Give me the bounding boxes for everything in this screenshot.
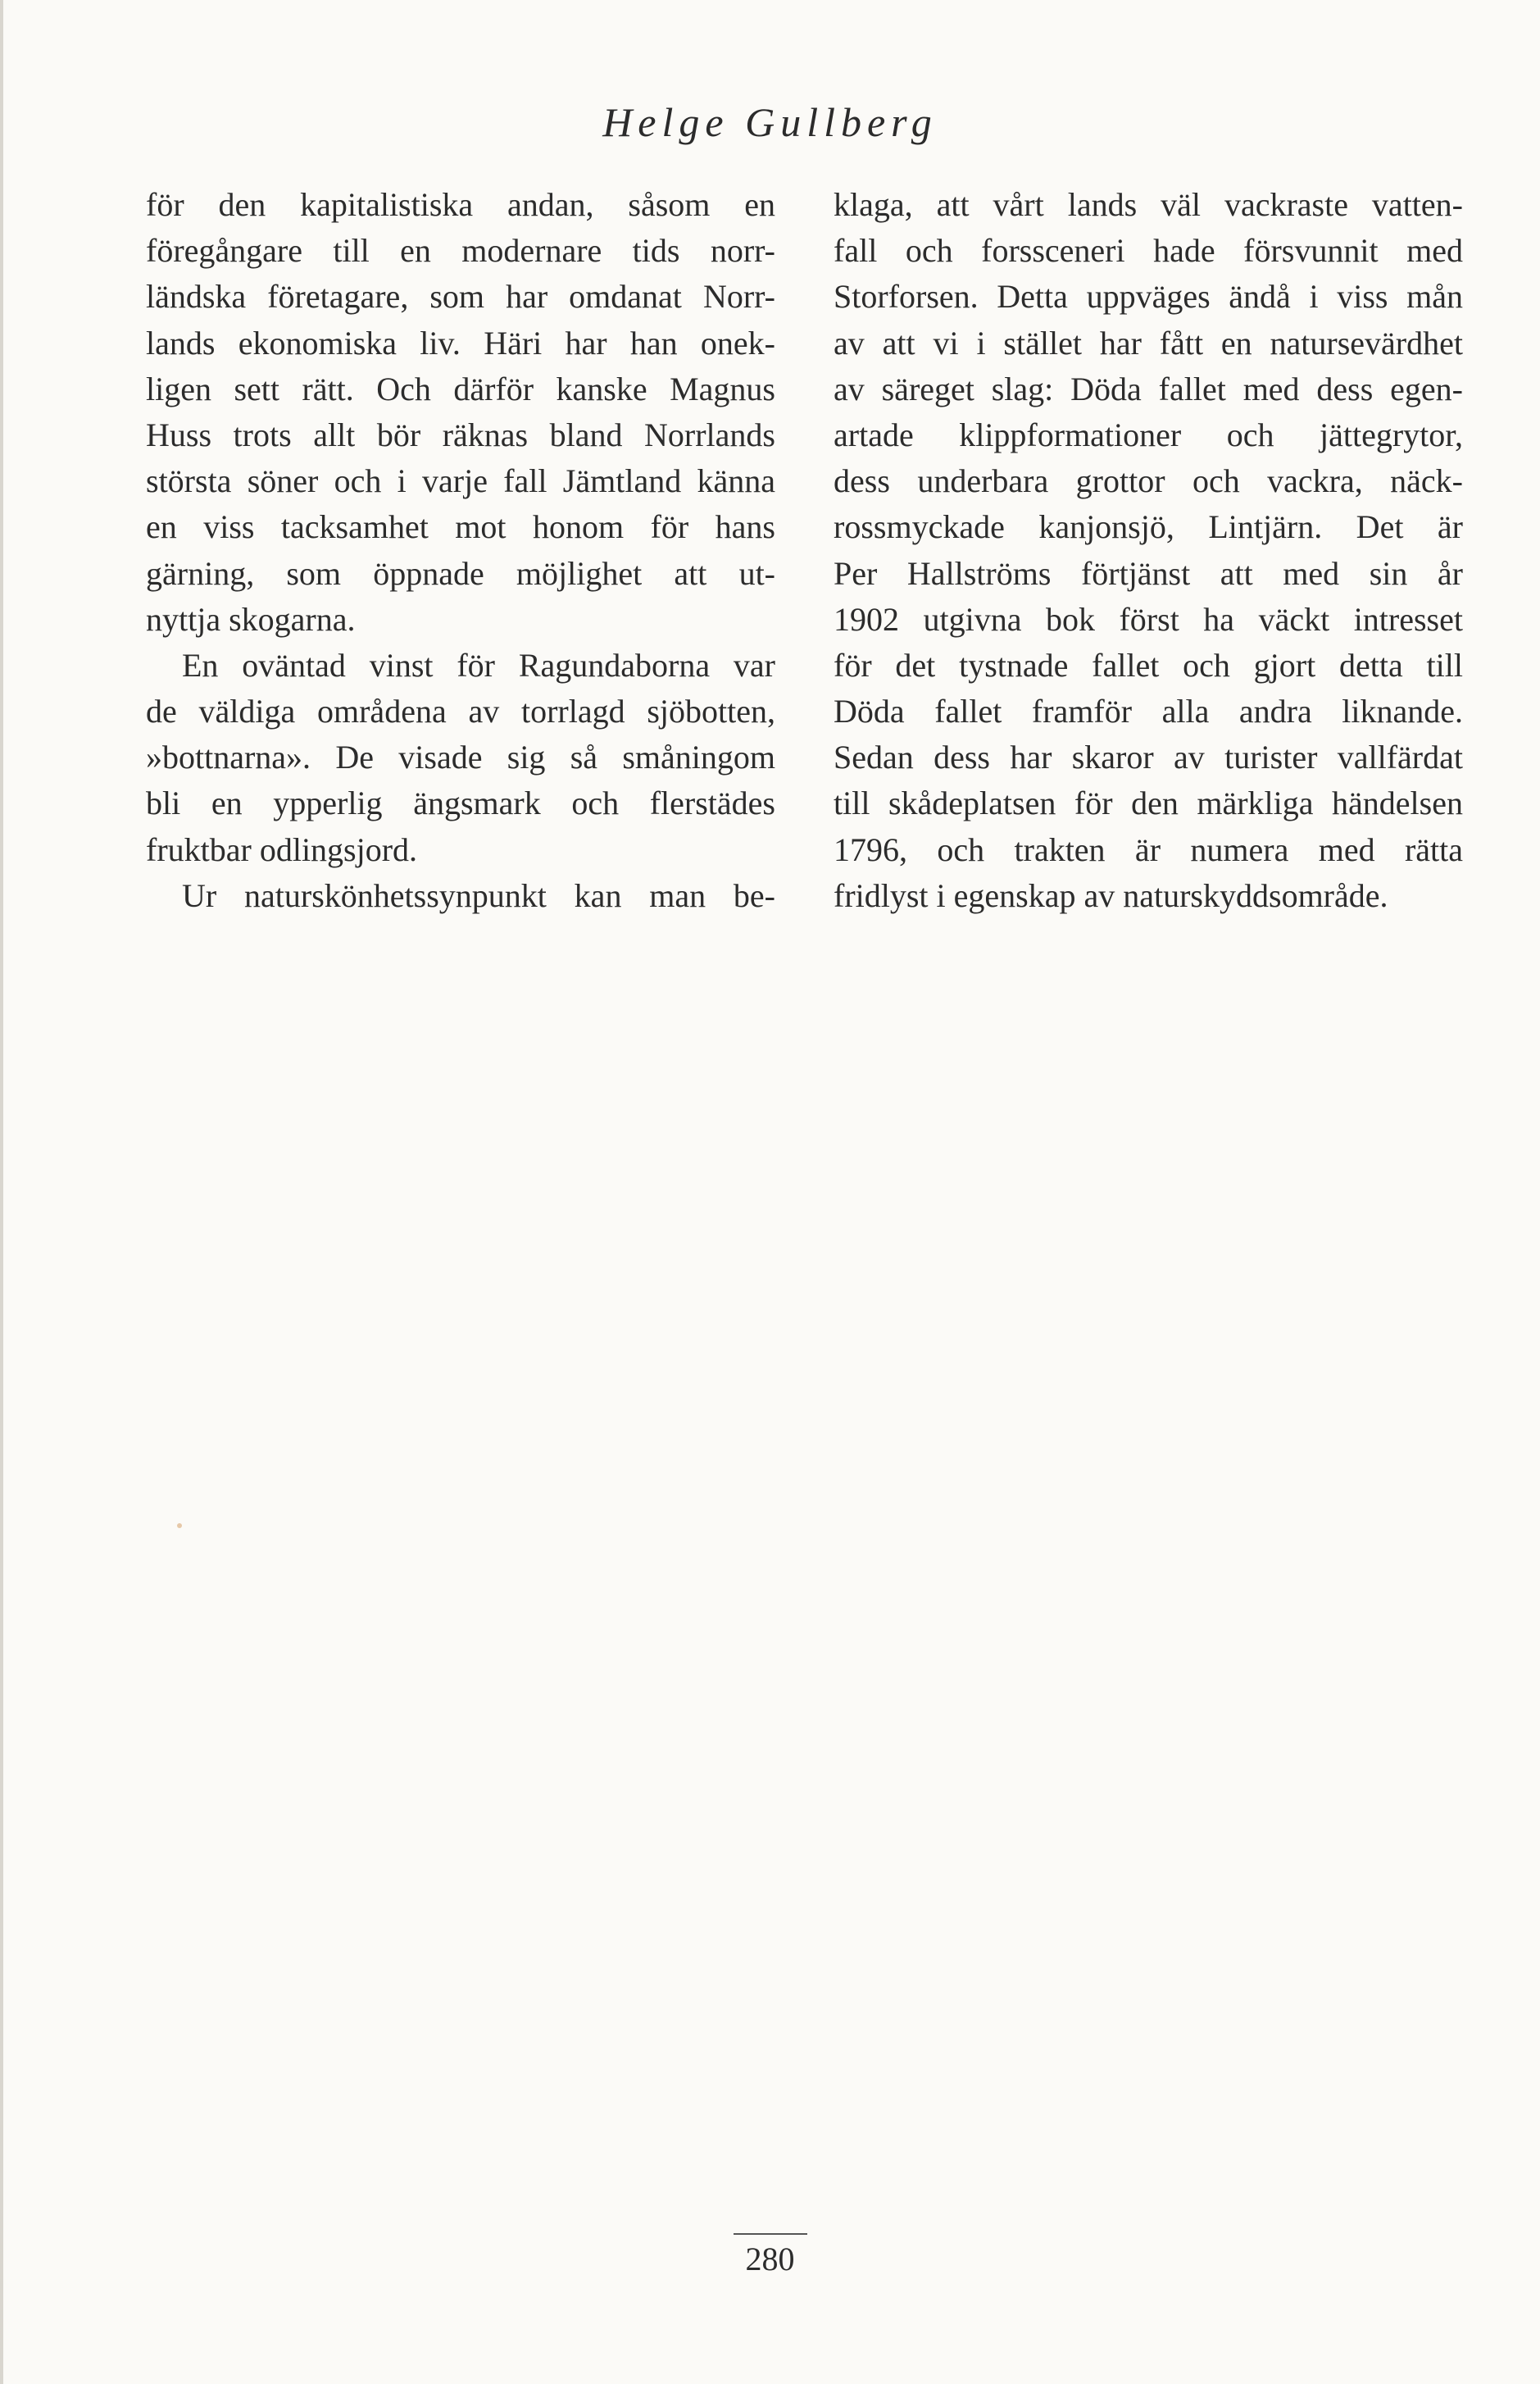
running-header-author: Helge Gullberg xyxy=(602,99,938,145)
paper-speck xyxy=(177,1523,182,1528)
text-line: de väldiga områdena av torrlagd sjöbotten, xyxy=(146,693,775,730)
text-line: 1902 utgivna bok först ha väckt intresset xyxy=(834,600,1463,638)
text-line: En oväntad vinst för Ragundaborna var xyxy=(182,646,775,684)
left-column xyxy=(146,182,775,919)
text-line: ligen sett rätt. Och därför kanske Magnus xyxy=(146,370,775,407)
text-line: föregångare till en modernare tids norr- xyxy=(146,232,775,270)
text-line: största söner och i varje fall Jämtland känna xyxy=(146,462,775,500)
text-line: ländska företagare, som har omdanat Norr- xyxy=(146,278,775,316)
text-line: Sedan dess har skaror av turister vallfärdat xyxy=(834,739,1463,776)
text-line: Storforsen. Detta uppväges ändå i viss mån xyxy=(834,278,1463,316)
text-line: Ur naturskönhetssynpunkt kan man be- xyxy=(182,876,775,914)
text-line: 1796, och trakten är numera med rätta xyxy=(834,830,1463,868)
folio-rule xyxy=(734,2233,807,2235)
text-line: artade klippformationer och jättegrytor, xyxy=(834,416,1463,453)
text-line: fruktbar odlingsjord. xyxy=(146,830,418,868)
text-line: av att vi i stället har fått en natursevärdhet xyxy=(834,324,1463,362)
text-line: av säreget slag: Döda fallet med dess egen- xyxy=(834,370,1463,407)
text-line: en viss tacksamhet mot honom för hans xyxy=(146,508,775,546)
text-line: bli en ypperlig ängsmark och flerstädes xyxy=(146,785,775,822)
text-line: Huss trots allt bör räknas bland Norrlands xyxy=(146,416,775,453)
text-line: Per Hallströms förtjänst att med sin år xyxy=(834,554,1463,592)
page-edge xyxy=(0,0,3,2384)
text-line: klaga, att vårt lands väl vackraste vatten- xyxy=(834,186,1463,223)
right-column xyxy=(834,182,1463,919)
text-line: »bottnarna». De visade sig så småningom xyxy=(146,739,775,776)
text-line: rossmyckade kanjonsjö, Lintjärn. Det är xyxy=(834,508,1463,546)
text-line: gärning, som öppnade möjlighet att ut- xyxy=(146,554,775,592)
text-line: fridlyst i egenskap av naturskyddsområde. xyxy=(834,876,1388,914)
text-line: Döda fallet framför alla andra liknande. xyxy=(834,693,1463,730)
text-line: till skådeplatsen för den märkliga händelsen xyxy=(834,785,1463,822)
text-line: fall och forssceneri hade försvunnit med xyxy=(834,232,1463,270)
page-footer xyxy=(0,2233,1540,2278)
text-line: för det tystnade fallet och gjort detta till xyxy=(834,646,1463,684)
page-number: 280 xyxy=(745,2241,795,2277)
text-line: lands ekonomiska liv. Häri har han onek- xyxy=(146,324,775,362)
text-line: nyttja skogarna. xyxy=(146,600,356,638)
text-line: för den kapitalistiska andan, såsom en xyxy=(146,186,775,223)
text-line: dess underbara grottor och vackra, näck- xyxy=(834,462,1463,500)
